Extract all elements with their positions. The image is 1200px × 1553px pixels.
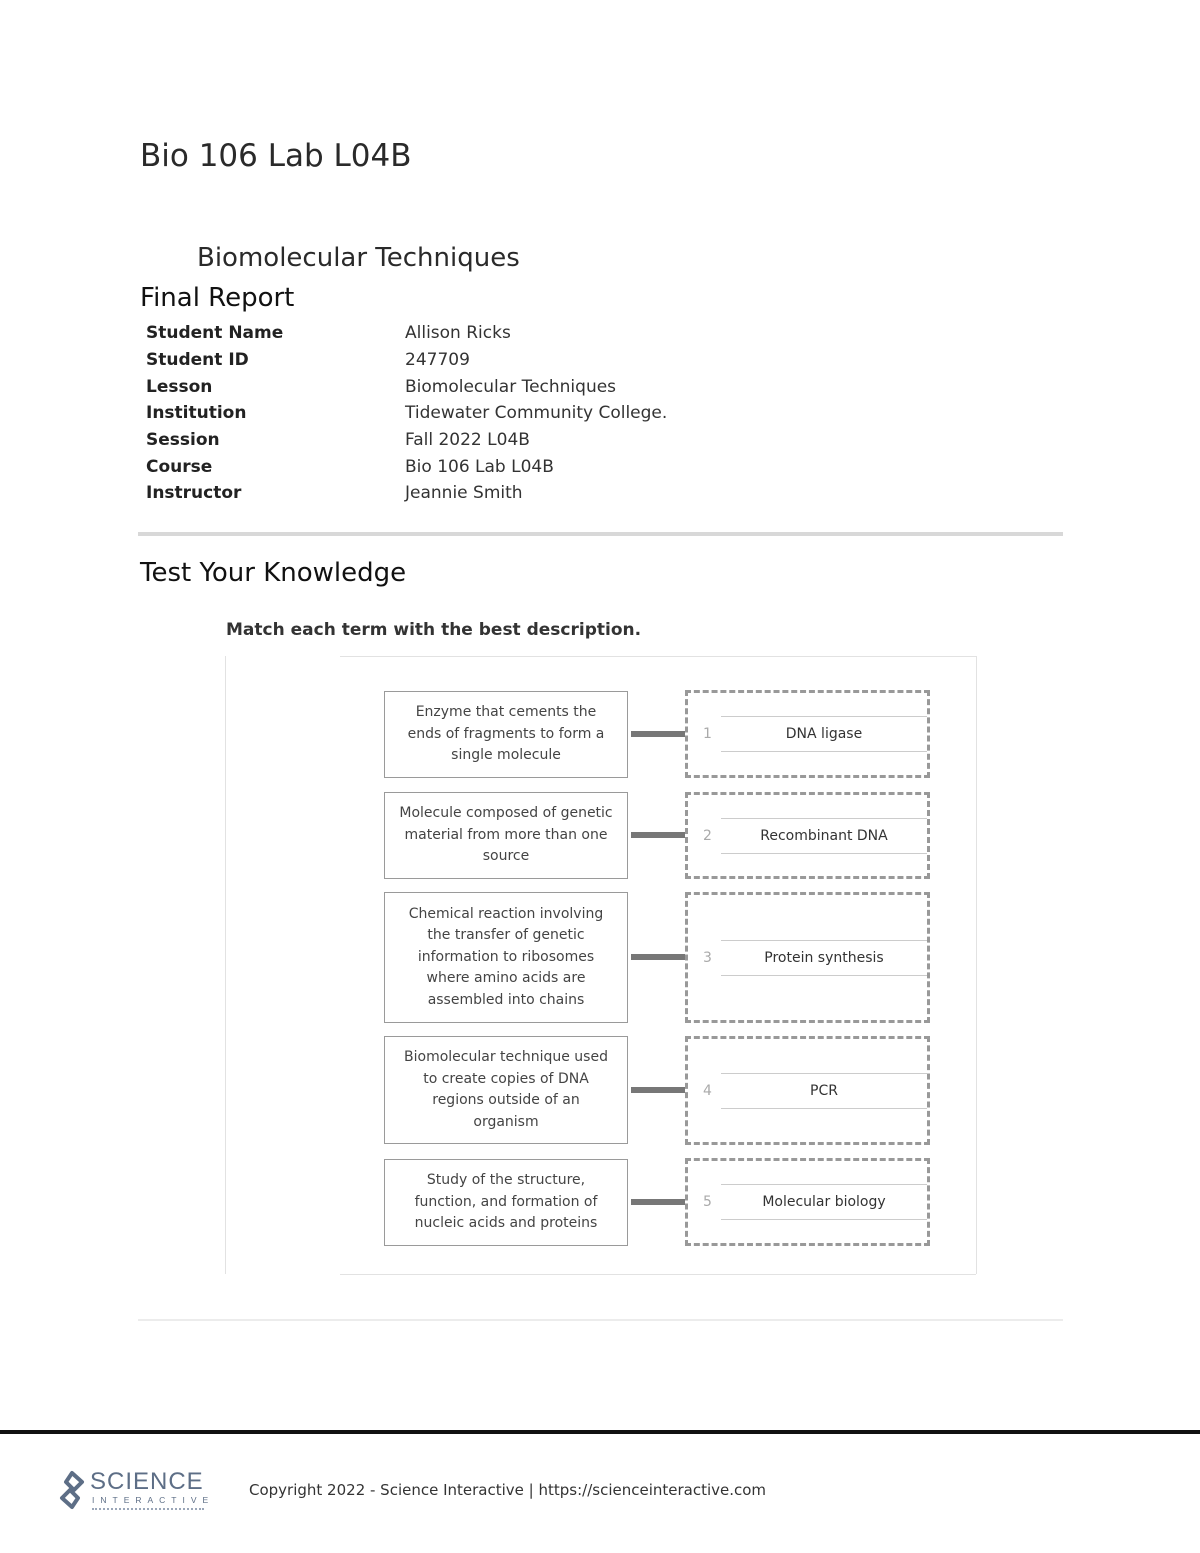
info-row-student-name <box>146 320 667 347</box>
info-value: Fall 2022 L04B <box>405 430 530 451</box>
term-label[interactable]: PCR <box>721 1073 927 1109</box>
report-heading: Final Report <box>140 283 295 313</box>
info-row-session <box>146 427 667 454</box>
info-row-institution <box>146 400 667 427</box>
term-number: 3 <box>703 949 712 966</box>
match-connector <box>631 1087 685 1093</box>
term-label[interactable]: Recombinant DNA <box>721 818 927 854</box>
logo-mark-icon <box>58 1470 88 1510</box>
description-card: Study of the structure, function, and formation of nucleic acids and proteins <box>384 1159 628 1246</box>
term-label[interactable]: Protein synthesis <box>721 940 927 976</box>
term-number: 2 <box>703 827 712 844</box>
info-label: Course <box>146 456 213 477</box>
description-card: Enzyme that cements the ends of fragments to form a single molecule <box>384 691 628 778</box>
match-connector <box>631 1199 685 1205</box>
info-value: 247709 <box>405 350 470 371</box>
term-label[interactable]: Molecular biology <box>721 1184 927 1220</box>
logo-subword: INTERACTIVE <box>92 1495 215 1505</box>
term-drop-zone[interactable] <box>685 1158 930 1246</box>
info-row-instructor <box>146 480 667 507</box>
description-card: Chemical reaction involving the transfer of genetic information to ribosomes where amino acids are assembled into chains <box>384 892 628 1023</box>
footer-rule <box>0 1430 1200 1434</box>
term-drop-zone[interactable] <box>685 690 930 778</box>
info-row-lesson <box>146 373 667 400</box>
frame-border-bottom <box>340 1274 976 1275</box>
science-interactive-logo <box>58 1468 215 1514</box>
info-value: Allison Ricks <box>405 323 511 344</box>
info-label: Lesson <box>146 376 213 397</box>
description-card: Molecule composed of genetic material from more than one source <box>384 792 628 879</box>
course-title: Bio 106 Lab L04B <box>140 138 412 174</box>
info-row-course <box>146 453 667 480</box>
info-label: Session <box>146 430 220 451</box>
term-drop-zone[interactable] <box>685 1036 930 1145</box>
test-your-knowledge-heading: Test Your Knowledge <box>140 558 407 588</box>
info-value: Bio 106 Lab L04B <box>405 456 554 477</box>
info-label: Instructor <box>146 483 242 504</box>
logo-tagline-mark <box>92 1508 204 1512</box>
term-number: 4 <box>703 1082 712 1099</box>
copyright-text: Copyright 2022 - Science Interactive | https://scienceinteractive.com <box>249 1481 767 1499</box>
info-label: Institution <box>146 403 247 424</box>
info-value: Biomolecular Techniques <box>405 376 617 397</box>
term-number: 1 <box>703 726 712 742</box>
term-drop-zone[interactable] <box>685 792 930 879</box>
frame-border-top <box>340 656 976 657</box>
match-connector <box>631 832 685 838</box>
term-drop-zone[interactable] <box>685 892 930 1023</box>
info-value: Jeannie Smith <box>405 483 523 504</box>
info-row-student-id <box>146 347 667 374</box>
info-label: Student Name <box>146 323 284 344</box>
term-label[interactable]: DNA ligase <box>721 716 927 752</box>
info-label: Student ID <box>146 350 249 371</box>
student-info-table <box>146 320 667 507</box>
section-divider <box>138 532 1063 536</box>
info-value: Tidewater Community College. <box>405 403 668 424</box>
section-divider-bottom <box>138 1319 1063 1321</box>
match-connector <box>631 731 685 737</box>
logo-word: SCIENCE <box>90 1468 204 1495</box>
match-connector <box>631 954 685 960</box>
lesson-heading: Biomolecular Techniques <box>197 243 520 273</box>
match-instruction: Match each term with the best description. <box>226 620 642 640</box>
description-card: Biomolecular technique used to create copies of DNA regions outside of an organism <box>384 1036 628 1144</box>
term-number: 5 <box>703 1194 712 1210</box>
